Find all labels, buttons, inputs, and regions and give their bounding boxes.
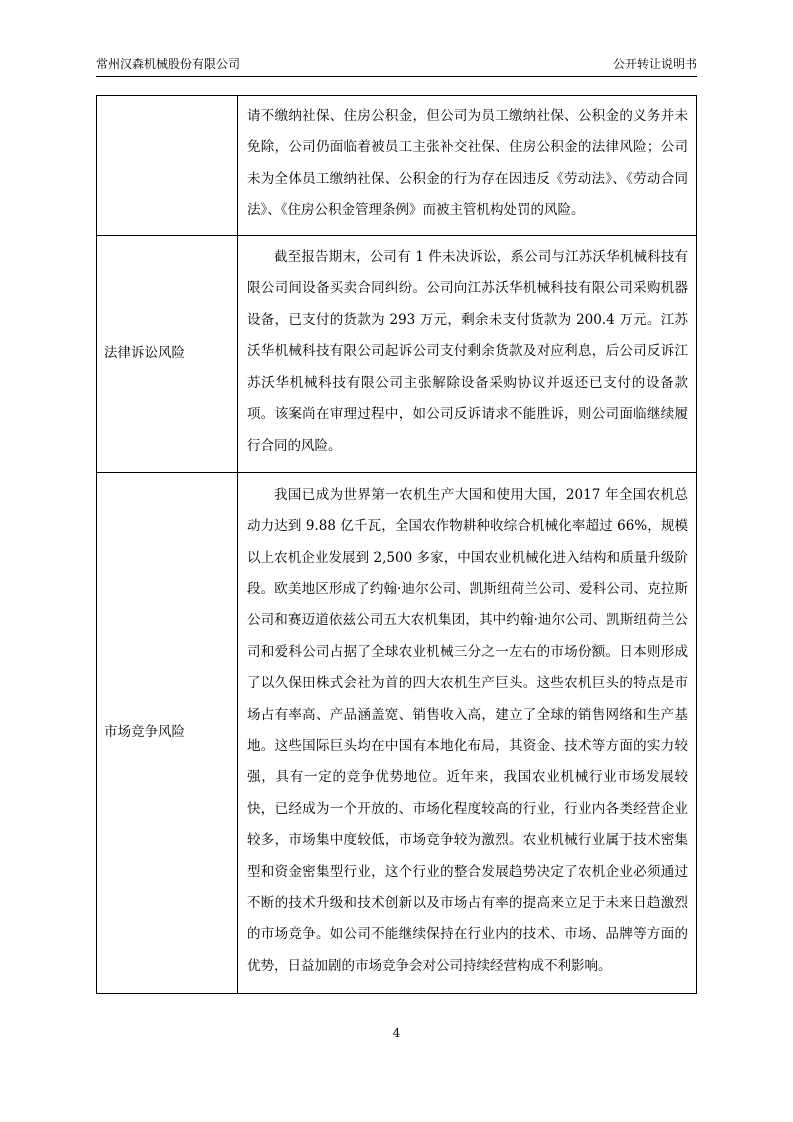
risk-row-social-insurance bbox=[97, 96, 697, 236]
risk-row-market-competition bbox=[97, 473, 697, 994]
risk-description-cell bbox=[238, 236, 697, 473]
risk-description-cell bbox=[238, 96, 697, 236]
page-header bbox=[96, 54, 697, 77]
risk-name-cell bbox=[97, 96, 238, 236]
risk-description-social-insurance: 请不缴纳社保、住房公积金，但公司为员工缴纳社保、公积金的义务并未免除，公司仍面临着被员工主张补交社保、住房公积金的法律风险；公司未为全体员工缴纳社保、公积金的行为存在因违反《劳动法》、《劳动合同法》、《住房公积金管理条例》而被主管机构处罚的风险。 bbox=[247, 107, 688, 218]
risk-name-litigation: 法律诉讼风险 bbox=[97, 236, 238, 473]
page-number: 4 bbox=[392, 1026, 401, 1040]
document-type: 公开转让说明书 bbox=[612, 57, 697, 71]
risk-description-cell bbox=[238, 473, 697, 994]
risk-description-market-competition: 我国已成为世界第一农机生产大国和使用大国，2017 年全国农机总动力达到 9.88 亿千瓦，全国农作物耕种收综合机械化率超过 66%，规模以上农机企业发展到 2,500 多家，中国农业机械化进入结构和质量升级阶段。欧美地区形成了约翰·迪尔公司、凯斯纽荷兰公司、爱科公司、克拉斯公司和赛迈道依兹公司五大农机集团，其中约翰·迪尔公司、凯斯纽荷兰公司和爱科公司占据了全球农业机械三分之一左右的市场份额。日本则形成了以久保田株式会社为首的四大农机生产巨头。这些农机巨头的特点是市场占有率高、产品涵盖宽、销售收入高，建立了全球的销售网络和生产基地。这些国际巨头均在中国有本地化布局，其资金、技术等方面的实力较强，具有一定的竞争优势地位。近年来，我国农业机械行业市场发展较快，已经成为一个开放的、市场化程度较高的行业，行业内各类经营企业较多，市场集中度较低，市场竞争较为激烈。农业机械行业属于技术密集型和资金密集型行业，这个行业的整合发展趋势决定了农机企业必须通过不断的技术升级和技术创新以及市场占有率的提高来立足于未来日趋激烈的市场竞争。如公司不能继续保持在行业内的技术、市场、品牌等方面的优势，日益加剧的市场竞争会对公司持续经营构成不利影响。 bbox=[247, 486, 688, 974]
risk-description-litigation: 截至报告期末，公司有 1 件未决诉讼，系公司与江苏沃华机械科技有限公司间设备买卖合同纠纷。公司向江苏沃华机械科技有限公司采购机器设备，已支付的货款为 293 万元，剩余未支付货款为 200.4 万元。江苏沃华机械科技有限公司起诉公司支付剩余货款及对应利息，后公司反诉江苏沃华机械科技有限公司主张解除设备采购协议并返还已支付的设备款项。该案尚在审理过程中，如公司反诉请求不能胜诉，则公司面临继续履行合同的风险。 bbox=[247, 249, 688, 454]
risk-name-market-competition: 市场竞争风险 bbox=[97, 473, 238, 994]
risk-row-litigation bbox=[97, 236, 697, 473]
company-name: 常州汉森机械股份有限公司 bbox=[96, 57, 241, 71]
risk-table bbox=[96, 95, 697, 994]
